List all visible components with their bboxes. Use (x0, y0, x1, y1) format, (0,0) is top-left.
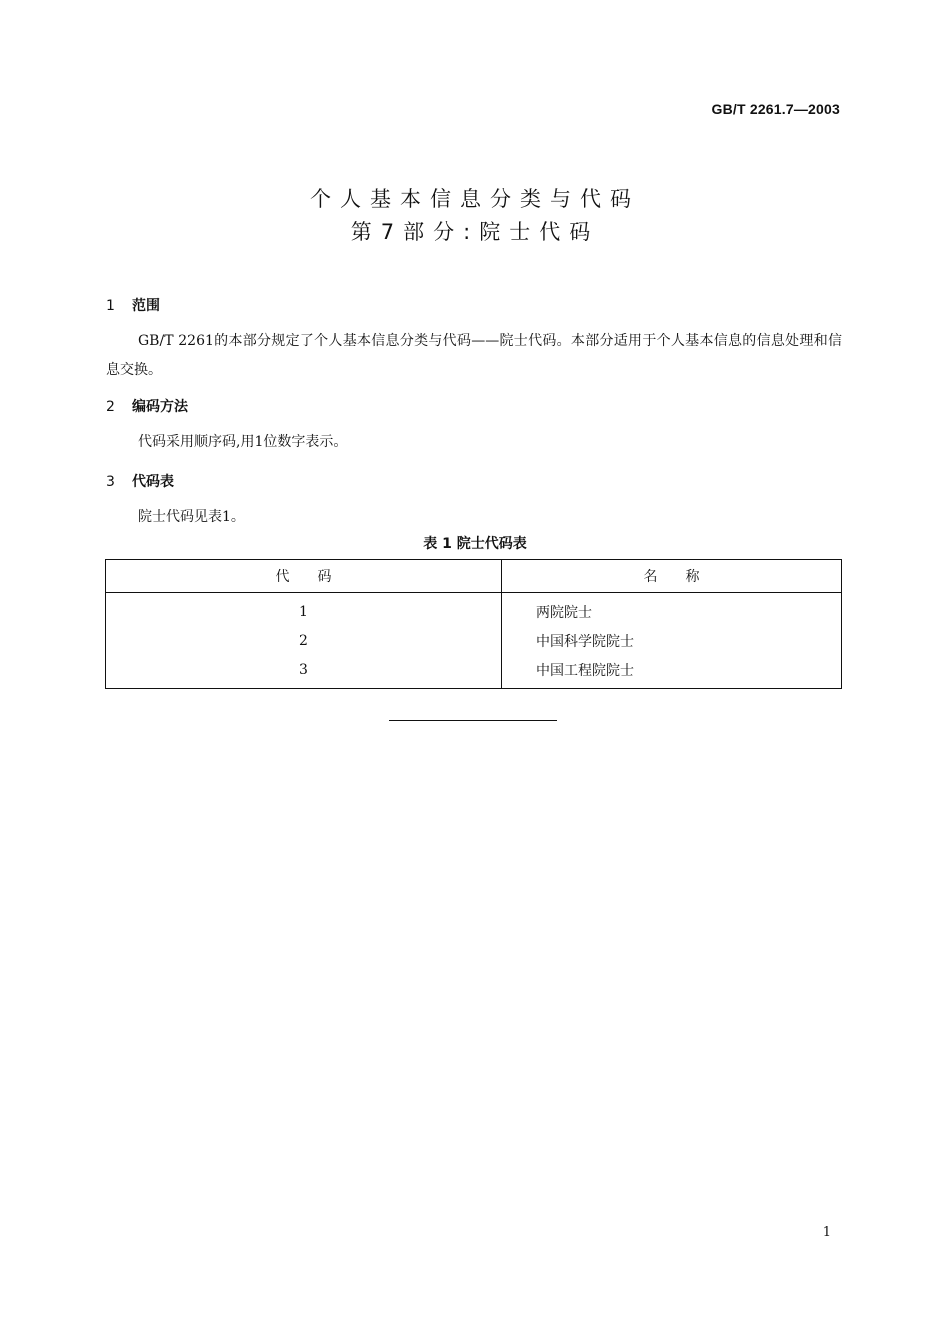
table-row (106, 626, 842, 655)
table-caption: 表 1 院士代码表 (423, 536, 527, 552)
page-number: 1 (822, 1225, 831, 1240)
section-number: 3 (106, 474, 115, 490)
section-body-coding-method: 代码采用顺序码,用1位数字表示。 (138, 434, 348, 450)
section-body-scope: GB/T 2261的本部分规定了个人基本信息分类与代码——院士代码。本部分适用于个人基本信息的信息处理和信息交换。 (106, 333, 842, 378)
table-row (106, 593, 842, 627)
section-title: 编码方法 (132, 399, 188, 415)
section-title: 代码表 (132, 474, 174, 490)
academician-code-table (105, 559, 842, 689)
section-body-code-table: 院士代码见表1。 (138, 509, 245, 525)
cell-name: 中国工程院院士 (536, 662, 634, 679)
document-subtitle: 第7部分:院士代码 (350, 220, 600, 244)
section-title: 范围 (132, 298, 160, 314)
end-of-document-rule (389, 720, 557, 721)
section-heading-scope (106, 295, 160, 315)
cell-name: 中国科学院院士 (536, 633, 634, 650)
section-heading-coding-method (106, 396, 188, 416)
section-number: 2 (106, 399, 115, 415)
table-header-row (106, 560, 842, 593)
cell-code: 3 (106, 655, 502, 689)
cell-code: 1 (106, 593, 502, 627)
section-number: 1 (106, 298, 115, 314)
header-code: 代码 (106, 560, 502, 593)
document-title: 个人基本信息分类与代码 (310, 187, 640, 211)
table-row (106, 655, 842, 689)
cell-code: 2 (106, 626, 502, 655)
standard-number: GB/T 2261.7—2003 (711, 101, 840, 117)
cell-name: 两院院士 (536, 604, 592, 621)
header-name: 名称 (502, 560, 842, 593)
section-heading-code-table (106, 471, 174, 491)
